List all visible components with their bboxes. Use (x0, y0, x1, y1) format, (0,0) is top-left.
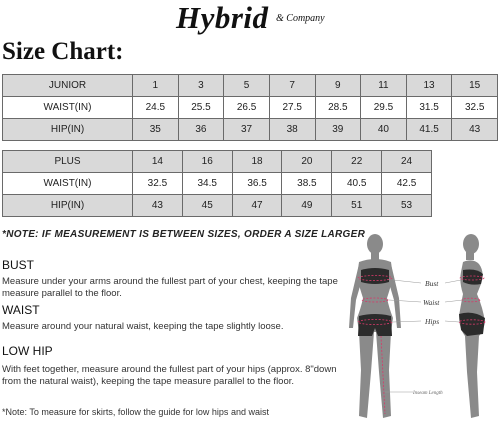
table-cell: 51 (332, 195, 382, 217)
table-cell: 25.5 (178, 97, 224, 119)
table-cell: 36.5 (232, 173, 282, 195)
table-row (3, 97, 498, 119)
measurement-figures (345, 232, 500, 428)
table-cell: 49 (282, 195, 332, 217)
waist-text: Measure around your natural waist, keeping the tape slightly loose. (2, 321, 284, 332)
table-cell: 22 (332, 151, 382, 173)
bust-heading: BUST (2, 258, 35, 272)
table-cell: HIP(IN) (3, 195, 133, 217)
table-header-row (3, 151, 432, 173)
table-cell: PLUS (3, 151, 133, 173)
table-cell: 41.5 (406, 119, 452, 141)
inseam-label: Inseam Length (413, 391, 443, 396)
table-cell: 24.5 (133, 97, 179, 119)
page-title: Size Chart: (2, 38, 124, 65)
table-cell: 38.5 (282, 173, 332, 195)
table-cell: 40.5 (332, 173, 382, 195)
table-cell: HIP(IN) (3, 119, 133, 141)
table-cell: 34.5 (182, 173, 232, 195)
table-cell: 37 (224, 119, 270, 141)
table-cell: 20 (282, 151, 332, 173)
skirt-footnote: *Note: To measure for skirts, follow the guide for low hips and waist (2, 407, 269, 417)
table-cell: 24 (382, 151, 432, 173)
table-cell: 3 (178, 75, 224, 97)
junior-size-table (2, 74, 498, 141)
table-cell: 35 (133, 119, 179, 141)
table-cell: 31.5 (406, 97, 452, 119)
bust-text: Measure under your arms around the fullest part of your chest, keeping the tape measure parallel to the floor. (2, 276, 338, 299)
table-cell: 43 (133, 195, 183, 217)
table-cell: 11 (361, 75, 407, 97)
table-cell: 15 (452, 75, 498, 97)
table-cell: 9 (315, 75, 361, 97)
table-cell: WAIST(IN) (3, 173, 133, 195)
table-cell: 16 (182, 151, 232, 173)
table-cell: 5 (224, 75, 270, 97)
table-cell: 27.5 (269, 97, 315, 119)
lowhip-heading: LOW HIP (2, 344, 53, 358)
waist-heading: WAIST (2, 303, 40, 317)
table-row (3, 119, 498, 141)
plus-size-table (2, 150, 432, 217)
table-cell: 7 (269, 75, 315, 97)
table-cell: 36 (178, 119, 224, 141)
logo-sub-text: & Company (276, 13, 325, 24)
waist-label: Waist (423, 298, 440, 307)
table-cell: 13 (406, 75, 452, 97)
table-cell: 39 (315, 119, 361, 141)
table-cell: JUNIOR (3, 75, 133, 97)
table-row (3, 195, 432, 217)
table-cell: 1 (133, 75, 179, 97)
table-cell: 32.5 (452, 97, 498, 119)
sizing-note: *NOTE: IF MEASUREMENT IS BETWEEN SIZES, ORDER A SIZE LARGER (2, 229, 366, 240)
table-cell: 42.5 (382, 173, 432, 195)
table-cell: 18 (232, 151, 282, 173)
table-row (3, 173, 432, 195)
logo-main-text: Hybrid (176, 0, 269, 35)
table-cell: 45 (182, 195, 232, 217)
table-cell: 29.5 (361, 97, 407, 119)
table-cell: 26.5 (224, 97, 270, 119)
table-cell: 32.5 (133, 173, 183, 195)
hips-label: Hips (425, 317, 440, 326)
brand-logo (176, 0, 336, 40)
table-cell: 47 (232, 195, 282, 217)
table-cell: 53 (382, 195, 432, 217)
table-header-row (3, 75, 498, 97)
bust-label: Bust (425, 279, 439, 288)
table-cell: WAIST(IN) (3, 97, 133, 119)
table-cell: 14 (133, 151, 183, 173)
table-cell: 40 (361, 119, 407, 141)
lowhip-text: With feet together, measure around the fullest part of your hips (approx. 8"down from the natural waist), keeping the tape measure parallel to the floor. (2, 364, 337, 387)
table-cell: 38 (269, 119, 315, 141)
table-cell: 28.5 (315, 97, 361, 119)
table-cell: 43 (452, 119, 498, 141)
